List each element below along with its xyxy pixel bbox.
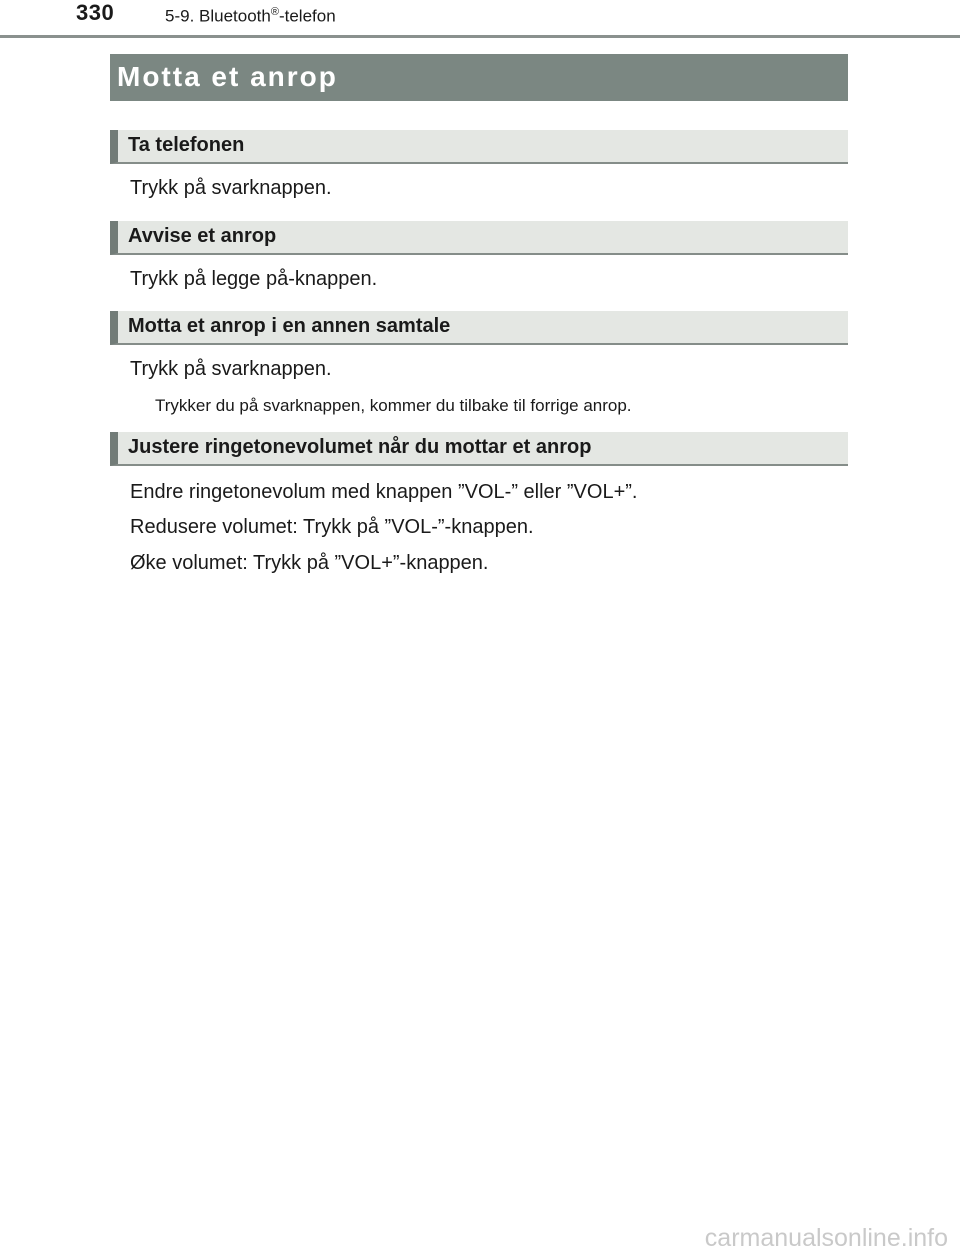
main-title: Motta et anrop (117, 61, 338, 92)
section-heading-call-waiting (110, 311, 848, 345)
page-number: 330 (76, 0, 115, 25)
header-divider (0, 35, 960, 38)
main-title-banner (110, 54, 848, 101)
note-text: Trykker du på svarknappen, kommer du tilbake til forrige anrop. (155, 396, 632, 415)
chapter-title-suffix: -telefon (278, 6, 336, 26)
chapter-title (165, 6, 336, 27)
body-text: Redusere volumet: Trykk på ”VOL-”-knappen. (130, 516, 534, 538)
section-heading-reject-call (110, 221, 848, 255)
body-text: Trykk på svarknappen. (130, 358, 332, 380)
section-heading-text: Motta et anrop i en annen samtale (128, 315, 451, 337)
body-text: Trykk på svarknappen. (130, 177, 332, 199)
watermark: carmanualsonline.info (704, 1224, 948, 1252)
section-heading-text: Justere ringetonevolumet når du mottar et anrop (128, 436, 592, 458)
section-heading-ring-volume (110, 432, 848, 466)
body-text: Trykk på legge på-knappen. (130, 268, 378, 290)
chapter-title-prefix: 5-9. Bluetooth (165, 6, 271, 26)
section-heading-answer-call (110, 130, 848, 164)
body-text: Øke volumet: Trykk på ”VOL+”-knappen. (130, 552, 489, 574)
body-text: Endre ringetonevolum med knappen ”VOL-” eller ”VOL+”. (130, 481, 638, 503)
section-heading-text: Ta telefonen (128, 134, 245, 156)
registered-mark: ® (270, 6, 279, 18)
page-header (0, 0, 960, 40)
section-heading-text: Avvise et anrop (128, 225, 277, 247)
